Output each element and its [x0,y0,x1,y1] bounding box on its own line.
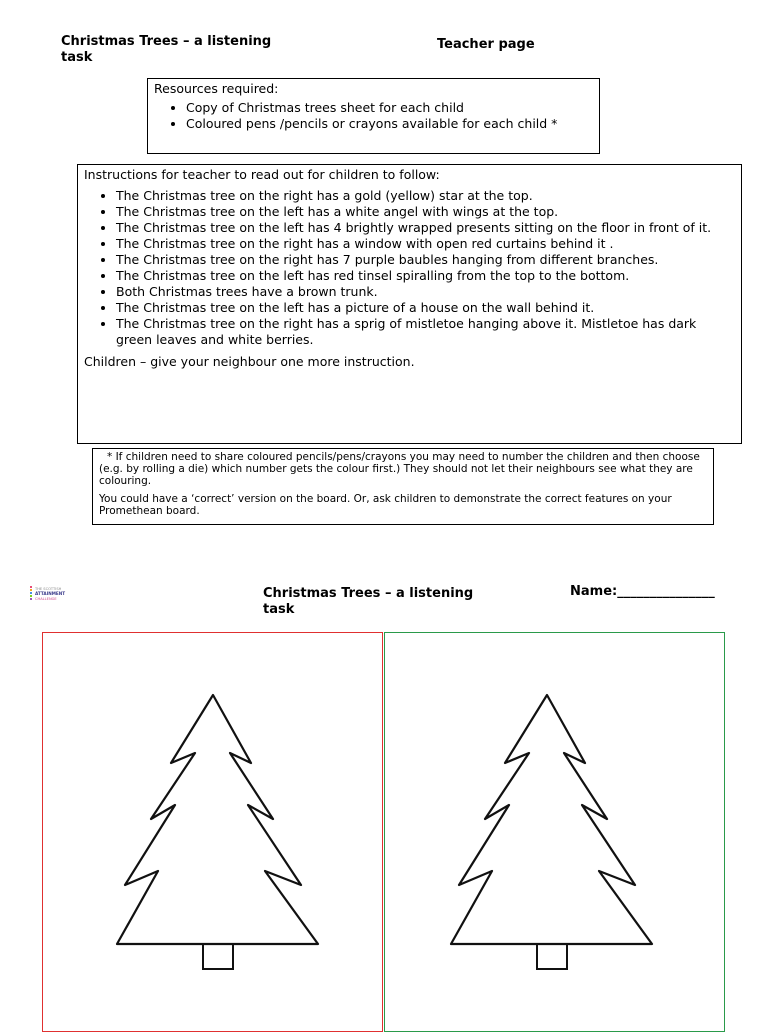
list-item: • The Christmas tree on the right has 7 purple baubles hanging from different branches. [116,252,735,268]
list-item: • Coloured pens /pencils or crayons available for each child * [186,116,593,132]
list-item: • Copy of Christmas trees sheet for each child [186,100,593,116]
list-item: • The Christmas tree on the left has a picture of a house on the wall behind it. [116,300,735,316]
teacher-page-label: Teacher page [437,37,535,52]
name-field-label: Name:_______________ [570,584,715,599]
instructions-box [77,164,742,444]
footnote-paragraph: You could have a ‘correct’ version on the board. Or, ask children to demonstrate the correct features on your Promethean board. [99,493,672,517]
list-item: • The Christmas tree on the right has a gold (yellow) star at the top. [116,188,735,204]
logo-text-line: CHALLENGE [35,597,57,601]
list-item: • The Christmas tree on the right has a window with open red curtains behind it . [116,236,735,252]
left-tree-frame [42,632,383,1032]
list-item: • The Christmas tree on the left has red tinsel spiralling from the top to the bottom. [116,268,735,284]
right-tree-frame [384,632,725,1032]
logo-text-line: ATTAINMENT [35,591,66,596]
worksheet-title: Christmas Trees – a listening task [263,586,474,617]
logo-text-line: THE SCOTTISH [35,587,62,591]
list-item: • The Christmas tree on the right has a sprig of mistletoe hanging above it. Mistletoe has dark green leaves and white berries. [116,316,735,348]
footnote-box [92,448,714,525]
footnote-paragraph: * If children need to share coloured pencils/pens/crayons you may need to number the children and then choose (e.g. by rolling a die) which number gets the colour first.) They should not let their neighbours see what they are colouring. [99,451,700,487]
list-item: • Both Christmas trees have a brown trunk. [116,284,735,300]
instructions-heading: Instructions for teacher to read out for children to follow: [84,167,440,182]
resources-box [147,78,600,154]
page-title: Christmas Trees – a listening task [61,34,272,65]
instructions-closing: Children – give your neighbour one more instruction. [84,354,415,369]
christmas-tree-outline-right [447,691,657,971]
resources-list [154,100,593,132]
list-item: • The Christmas tree on the left has a white angel with wings at the top. [116,204,735,220]
attainment-challenge-logo [30,585,75,603]
instructions-list [84,188,735,348]
christmas-tree-outline-left [113,691,323,971]
resources-heading: Resources required: [154,81,279,96]
list-item: • The Christmas tree on the left has 4 brightly wrapped presents sitting on the floor in front of it. [116,220,735,236]
